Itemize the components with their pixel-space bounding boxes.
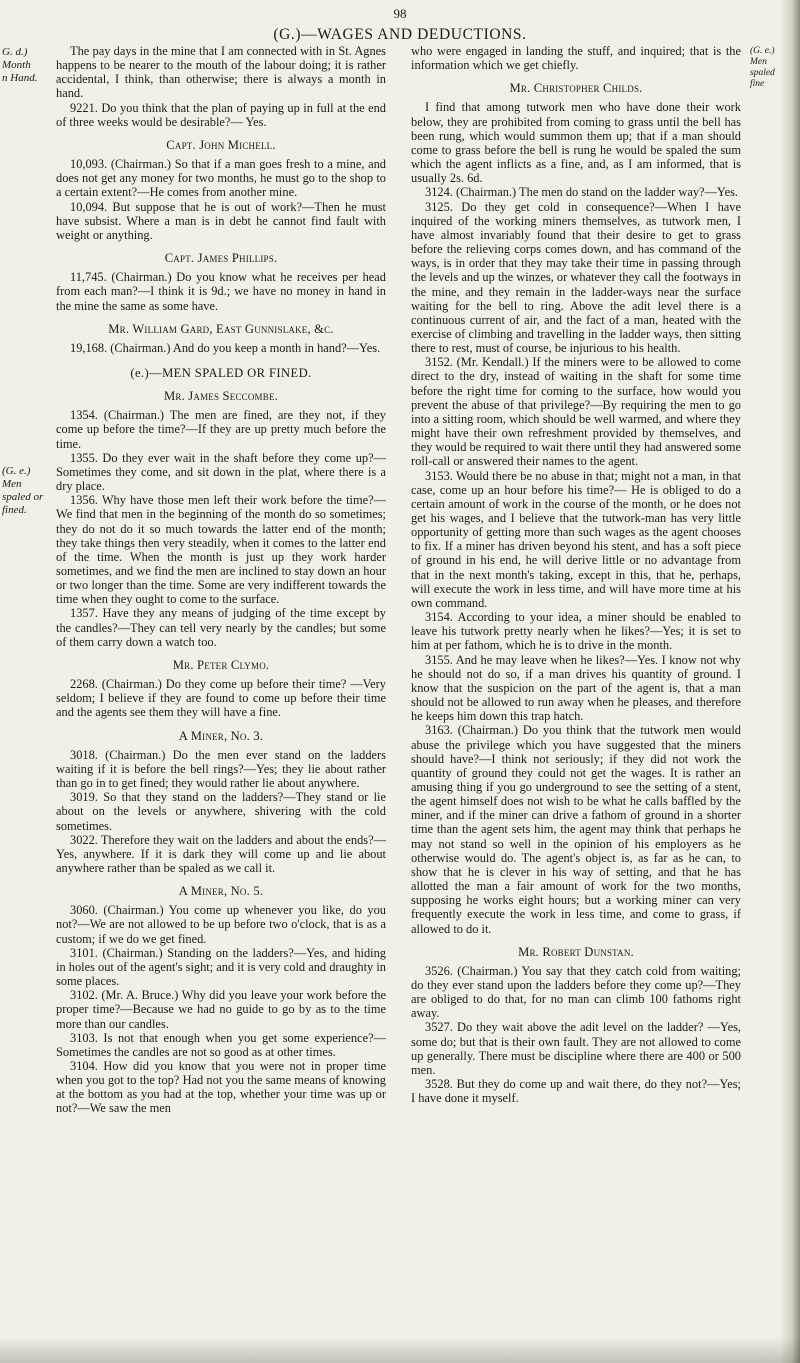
section-heading: (e.)—MEN SPALED OR FINED. bbox=[130, 365, 312, 380]
witness-name: Mr. James Seccombe. bbox=[163, 389, 278, 404]
question-10093: 10,093. (Chairman.) So that if a man goes fresh to a mine, and does not get any money for two months, he must go to the shop to a certain extent?—He comes from another mine. bbox=[56, 157, 386, 200]
question-3104: 3104. How did you know that you were not in proper time when you got to the top? Had not you the same means of knowing at the bottom as you had at the top, whether your time was up or not?—We saw the men bbox=[56, 1059, 386, 1116]
question-3060: 3060. (Chairman.) You come up whenever you like, do you not?—We are not allowed to be up before two o'clock, that is as a custom; if we do we get fined. bbox=[56, 903, 386, 946]
question-3124: 3124. (Chairman.) The men do stand on the ladder way?—Yes. bbox=[425, 185, 739, 200]
paragraph: The pay days in the mine that I am connected with in St. Agnes happens to be nearer to the mouth of the labour doing; it is rather accidental, I think, than otherwise; there is always a month in hand. bbox=[56, 44, 386, 101]
question-10094: 10,094. But suppose that he is out of work?—Then he must have subsist. Where a man is in debt he cannot find fault with weight or anything. bbox=[56, 199, 386, 242]
question-3022: 3022. Therefore they wait on the ladders and about the ends?—Yes, anywhere. If it is dark they will come up and lie about anywhere rather than be spaled as we call it. bbox=[56, 832, 386, 875]
question-3019: 3019. So that they stand on the ladders?—They stand or lie about on the levels or anywhere, shivering with the cold sometimes. bbox=[56, 790, 386, 833]
margin-note-month-in-hand: G. d.) Month n Hand. bbox=[2, 46, 38, 84]
witness-name: Mr. William Gard, East Gunnislake, &c. bbox=[108, 321, 334, 336]
witness-name: Capt. James Phillips. bbox=[164, 251, 278, 266]
question-3154: 3154. According to your idea, a miner should be enabled to leave his tutwork pretty nearly when he likes?—Yes; it is set to him at per fathom, which he is to drive in the month. bbox=[411, 610, 741, 653]
question-3527: 3527. Do they wait above the adit level on the ladder? —Yes, some do; but that is their own fault. They are not allowed to come up generally. There must be discipline where there are 400 or 500 men. bbox=[411, 1020, 741, 1077]
question-3153: 3153. Would there be no abuse in that; might not a man, in that case, come up an hour before his time?— He is obliged to do a certain amount of work in the course of the month, or he does not get his wages, and I believe that the tutwork-man has very little opportunity of getting more than such wages as the agent chooses to fix. If a miner has driven beyond his stent, and has a soft piece of ground in his end, he will derive little or no advantage from that in the next month's taking, except in this, that he, perhaps, will execute the work in less time, and will have more time at his own command. bbox=[411, 468, 741, 610]
question-3155: 3155. And he may leave when he likes?—Yes. I know not why he should not do so, if a man drives his quantity of ground. I know that the suspicion on the part of the agent is, that a man should not be allowed to run away when he pleases, and therefore he keeps him down this trap hatch. bbox=[411, 652, 741, 724]
question-1355: 1355. Do they ever wait in the shaft before they come up?—Sometimes they come, and sit down in the plat, where there is a dry place. bbox=[56, 450, 386, 494]
margin-note-right-spaled: (G. e.) Men spaled fine bbox=[750, 46, 775, 89]
question-1357: 1357. Have they any means of judging of the time except by the candles?—They can tell very nearly by the candles; but some of them carry down a watch too. bbox=[56, 606, 386, 649]
witness-name: Mr. Robert Dunstan. bbox=[518, 944, 634, 959]
question-3102: 3102. (Mr. A. Bruce.) Why did you leave your work before the proper time?—Because we had no guide to go by as to the time more than our candles. bbox=[56, 988, 386, 1031]
running-head: (G.)—WAGES AND DEDUCTIONS. bbox=[273, 26, 527, 43]
question-3163: 3163. (Chairman.) Do you think that the tutwork men would abuse the privilege which you have suggested that the miners should have?—I think not seriously; if they did not work the quantity of ground they could not get the wages. It is rather an amusing thing if you go underground to see the setting of a stent, the agent himself does not wish to be what he calls baffled by the miner, and if the miner can drive a fathom of ground in a shorter time than the agent sets him, the agent may think that perhaps he may not stand so well in the opinion of his employers as he otherwise would do. The agent's object is, as far as he can, to show that he is clever in his way of setting, and that he has allotted the man a fair amount of work for the two months, supposing he works eight hours; but a working miner can very frequently execute the work in less time, and come to grass, if allowed to do it. bbox=[411, 723, 741, 936]
paragraph: I find that among tutwork men who have done their work below, they are prohibited from coming to grass until the bell has been rung, which would summon them up; that if a man should come to grass before the bell is rung he would be spaled the sum which the agent inflicts as a fine, and, as I am informed, that is usually 2s. 6d. bbox=[411, 100, 741, 186]
page-edge-shadow bbox=[780, 0, 800, 1363]
witness-name: A Miner, No. 5. bbox=[178, 884, 264, 899]
question-3528: 3528. But they do come up and wait there, do they not?—Yes; I have done it myself. bbox=[411, 1077, 741, 1106]
paragraph-continued: who were engaged in landing the stuff, and inquired; that is the information which we get chiefly. bbox=[411, 44, 741, 73]
question-2268: 2268. (Chairman.) Do they come up before their time? —Very seldom; I believe if they are found to come up before their time and the agents see them they will have a fine. bbox=[56, 677, 386, 720]
left-column bbox=[56, 44, 386, 1116]
question-11745: 11,745. (Chairman.) Do you know what he receives per head from each man?—I think it is 9d.; we have no money in hand in the mine the same as some have. bbox=[56, 270, 386, 313]
witness-name: A Miner, No. 3. bbox=[178, 728, 264, 743]
question-3152: 3152. (Mr. Kendall.) If the miners were to be allowed to come direct to the dry, instead of waiting in the shaft for some time before the right time for coming to the surface, how would you prevent the abuse of that privilege?—By requiring the men to go into a sitting room, which should be well warmed, and where they might have their own refreshment provided by themselves, and they would be required to wait there until they had answered some roll-call or answered their names to the agent. bbox=[411, 355, 741, 469]
question-1354: 1354. (Chairman.) The men are fined, are they not, if they come up before the time?—If they are up pretty much before the time. bbox=[56, 408, 386, 451]
witness-name: Capt. John Michell. bbox=[166, 137, 276, 152]
page-number: 98 bbox=[393, 6, 407, 21]
right-column bbox=[411, 44, 741, 1105]
question-3103: 3103. Is not that enough when you get some experience?—Sometimes the candles are not so good as at other times. bbox=[56, 1030, 386, 1059]
question-19168: 19,168. (Chairman.) And do you keep a month in hand?—Yes. bbox=[70, 340, 381, 355]
witness-name: Mr. Peter Clymo. bbox=[172, 657, 270, 672]
margin-note-men-spaled: (G. e.) Men spaled or fined. bbox=[2, 465, 44, 516]
question-3526: 3526. (Chairman.) You say that they catch cold from waiting; do they ever stand upon the ladders before they come up?—They are obliged to do that, for no man can climb 100 fathoms right away. bbox=[411, 963, 741, 1021]
question-3018: 3018. (Chairman.) Do the men ever stand on the ladders waiting if it is before the bell rings?—Yes; they lie about rather than go in to get fined; they would rather lie about anywhere. bbox=[56, 747, 386, 791]
witness-name: Mr. Christopher Childs. bbox=[509, 81, 643, 96]
question-3125: 3125. Do they get cold in consequence?—When I have inquired of the working miners themselves, as tutwork men, I have almost invariably found that their desire to get to grass before the relieving corps comes down, and has command of the ways, is in order that they may take their time in passing through the levels and up the winzes, or whatever they call the footways in the mine, and they remain in the ladder-ways near the surface waiting for the bell to ring. Above the adit level there is a continuous current of air, and the fact of a man, heated with the exercise of climbing and travelling in the ladder ways, then sitting there to rest, must of course, be injurious to his health. bbox=[411, 199, 741, 356]
page-bottom-shadow bbox=[0, 1337, 800, 1363]
question-9221: 9221. Do you think that the plan of paying up in full at the end of three weeks would be desirable?— Yes. bbox=[56, 100, 386, 129]
question-1356: 1356. Why have those men left their work before the time?—We find that men in the beginning of the month do so sometimes; they do not do it so much towards the latter end of the month; they take things then very steadily, when it comes to the latter end of the time. When the month is just up they work harder sometimes, and we find the men are inclined to stay down an hour or two longer than the time. Some are very indifferent towards the time when they ought to come to the surface. bbox=[56, 493, 386, 607]
question-3101: 3101. (Chairman.) Standing on the ladders?—Yes, and hiding in holes out of the agent's sight; and it is very cold and draughty in some places. bbox=[56, 945, 386, 989]
